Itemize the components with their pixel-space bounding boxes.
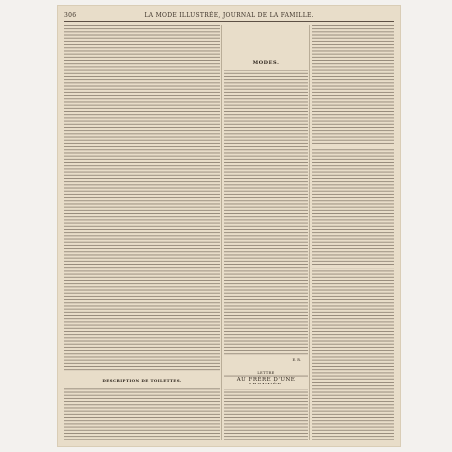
right-column <box>312 25 394 440</box>
journal-title: LA MODE ILLUSTRÉE, JOURNAL DE LA FAMILLE. <box>144 11 314 19</box>
newspaper-page <box>58 6 400 446</box>
description-heading: DESCRIPTION DE TOILETTES. <box>64 377 220 384</box>
header-rule <box>64 21 394 22</box>
left-column <box>64 25 220 440</box>
column-separator <box>309 25 310 440</box>
right-column-text <box>312 25 394 440</box>
middle-column <box>224 25 308 440</box>
paragraph-gap <box>224 67 308 70</box>
left-column-text <box>64 25 220 440</box>
paragraph-gap <box>312 265 394 268</box>
lettre-title: AU FRÈRE D'UNE <box>224 377 308 389</box>
page-number: 306 <box>64 11 77 19</box>
modes-heading: MODES. <box>224 59 308 67</box>
paragraph-gap <box>224 25 308 61</box>
middle-column-text <box>224 25 308 440</box>
page-header <box>64 10 394 20</box>
paragraph-gap <box>224 384 308 389</box>
column-separator <box>221 25 222 440</box>
lettre-label: LETTRE <box>224 371 308 375</box>
modes-signature: E. R. <box>292 358 301 362</box>
paragraph-gap <box>312 145 394 148</box>
paragraph-gap <box>64 384 220 388</box>
